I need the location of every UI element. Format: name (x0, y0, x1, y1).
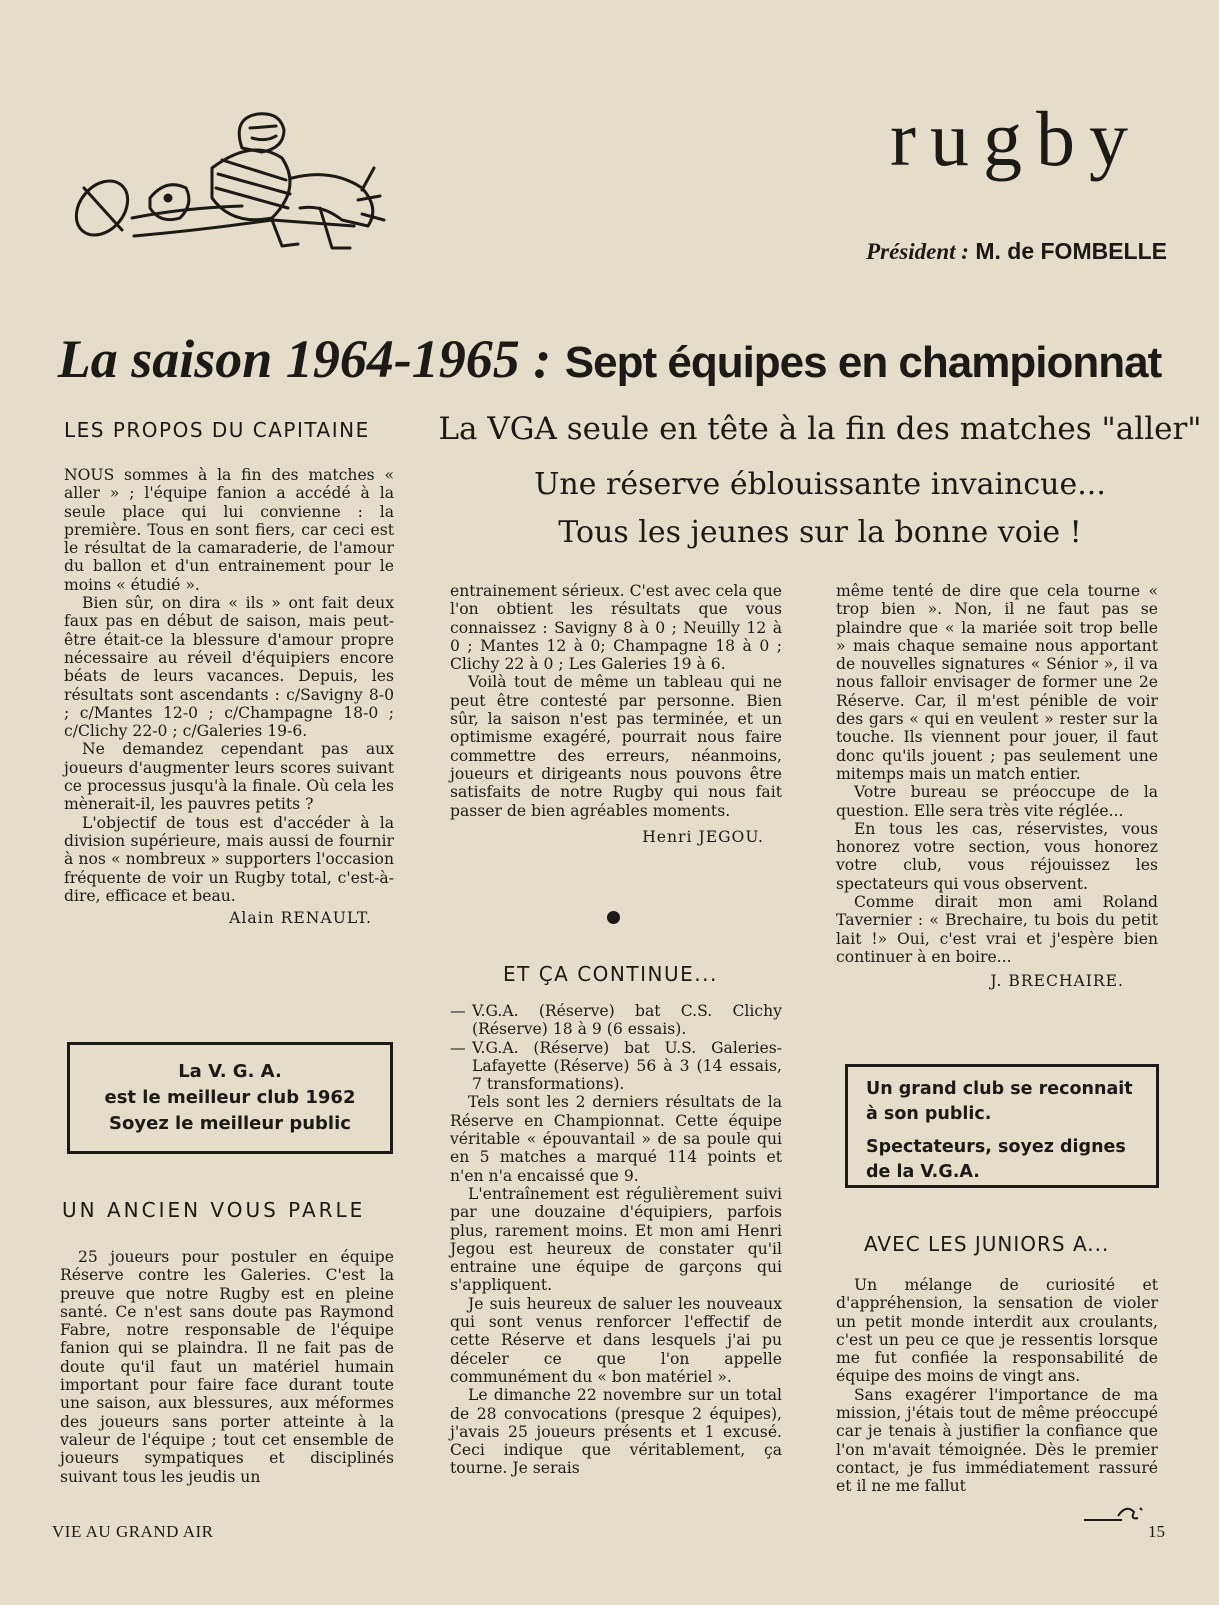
result-item-text: V.G.A. (Réserve) bat C.S. Clichy (Réserve) 18 à 9 (6 essais). (472, 1002, 782, 1039)
continue-article (450, 1002, 782, 1478)
capitaine-article (64, 466, 394, 927)
public-box-line: Un grand club se reconnait (866, 1079, 1133, 1099)
capitaine-paragraph: L'objectif de tous est d'accéder à la division supérieure, mais aussi de fournir à nos « nombreux » supporters l'occasion fréquente de voir un Rugby total, c'est-à-dire, efficace et beau. (64, 813, 394, 905)
public-callout-box (845, 1064, 1159, 1188)
deck-line-1: La VGA seule en tête à la fin des matches "aller" (438, 411, 1202, 447)
right-paragraph: En tous les cas, réservistes, vous honorez votre section, vous honorez votre club, vous réjouissez les spectateurs qui vous observent. (836, 819, 1158, 893)
page-number: 15 (1148, 1522, 1165, 1541)
continue-paragraph: Tels sont les 2 derniers résultats de la Réserve en Championnat. Cette équipe véritable « épouvantail » de sa poule qui en 5 matches a marqué 114 points et n'en n'a encaissé que 9. (450, 1093, 782, 1185)
president-name: M. de FOMBELLE (975, 238, 1167, 264)
right-signature: J. BRECHAIRE. (990, 972, 1124, 991)
president-line (866, 238, 1167, 265)
capitaine-signature: Alain RENAULT. (229, 909, 372, 928)
footer-signature-mark-icon (1082, 1500, 1152, 1524)
right-paragraph: même tenté de dire que cela tourne « trop bien ». Non, il ne faut pas se plaindre que « la mariée soit trop belle » mais chaque semaine nous apportant de nouvelles signatures « Sénior », il va nous falloir envisager de former une 2e Réserve. Car, il m'est pénible de voir des gars « qui en veulent » rester sur la touche. Ils viennent pour jouer, il faut donc qu'ils jouent ; pas seulement une mitemps mais un match entier. (836, 582, 1158, 783)
capitaine-paragraph: NOUS sommes à la fin des matches « aller » ; l'équipe fanion a accédé à la seule place qui lui convienne : la première. Tous en sont fiers, car ceci est le résultat de la camaraderie, de l'amour du ballon et d'un entrainement pour le moins « étudié ». (64, 466, 394, 594)
result-item-text: V.G.A. (Réserve) bat U.S. Galeries-Lafayette (Réserve) 56 à 3 (14 essais, 7 transformations). (472, 1038, 782, 1094)
right-paragraph: Comme dirait mon ami Roland Tavernier : « Brechaire, tu bois du petit lait !» Oui, c'est vrai et j'espère bien continuer à en boire... (836, 893, 1158, 966)
president-label: Président : (866, 239, 969, 264)
capitaine-heading: LES PROPOS DU CAPITAINE (64, 418, 370, 442)
ancien-article (60, 1248, 394, 1486)
middle-article (450, 582, 782, 846)
vga-callout-box (67, 1042, 393, 1154)
ancien-heading: UN ANCIEN VOUS PARLE (62, 1198, 366, 1222)
public-box-line: de la V.G.A. (866, 1162, 980, 1182)
vga-box-line: est le meilleur club 1962 (104, 1087, 356, 1108)
continue-paragraph: Je suis heureux de saluer les nouveaux qui sont venus renforcer l'effectif de cette Réserve et dans lesquels j'ai pu déceler ce que l'on appelle communément du « bon matériel ». (450, 1294, 782, 1386)
middle-paragraph: Voilà tout de même un tableau qui ne peut être contesté par personne. Bien sûr, la saison n'est pas terminée, et un optimisme exagéré, pourrait nous faire commettre des erreurs, néanmoins, joueurs et dirigeants nous pouvons être satisfaits de notre Rugby qui nous fait passer de bien agréables moments. (450, 673, 782, 820)
result-item: — V.G.A. (Réserve) bat C.S. Clichy (Réserve) 18 à 9 (6 essais). (450, 1002, 782, 1039)
result-item: — V.G.A. (Réserve) bat U.S. Galeries-Lafayette (Réserve) 56 à 3 (14 essais, 7 transformations). (450, 1038, 782, 1094)
juniors-paragraph: Un mélange de curiosité et d'appréhension, la sensation de violer un petit monde interdit aux croulants, c'est un peu ce que je ressentis lorsque me fut confiée la responsabilité de équipe des moins de vingt ans. (836, 1276, 1158, 1386)
capitaine-paragraph: Bien sûr, on dira « ils » ont fait deux faux pas en début de saison, mais peut-être était-ce la blessure d'amour propre nécessaire au réveil d'équipiers encore béats de leurs vacances. Depuis, les résultats sont ascendants : c/Savigny 8-0 ; c/Mantes 12-0 ; c/Champagne 18-0 ; c/Clichy 22-0 ; c/Galeries 19-6. (64, 594, 394, 741)
deck-line-3: Tous les jeunes sur la bonne voie ! (558, 515, 1082, 550)
capitaine-paragraph: Ne demandez cependant pas aux joueurs d'augmenter leurs scores suivant ce processus jusqu'à la finale. Où cela les mènerait-il, les pauvres petits ? (64, 740, 394, 814)
right-article (836, 582, 1158, 991)
middle-signature: Henri JEGOU. (642, 827, 764, 846)
headline-part1: La saison 1964-1965 : (57, 329, 552, 389)
ancien-paragraph: 25 joueurs pour postuler en équipe Réserve contre les Galeries. C'est la preuve que notre Rugby est en pleine santé. Ce n'est sans doute pas Raymond Fabre, notre responsable de l'équipe fanion qui se plaindra. Il ne fait pas de doute qu'il faut un matériel humain important pour faire face durant toute une saison, aux blessures, aux méformes des joueurs sans porter atteinte à la valeur de l'équipe ; tout cet ensemble de joueurs sympatiques et disciplinés suivant tous les jeudis un (60, 1248, 394, 1486)
main-headline (0, 330, 1219, 389)
juniors-heading: AVEC LES JUNIORS A... (864, 1232, 1110, 1256)
continue-paragraph: Le dimanche 22 novembre sur un total de 28 convocations (presque 2 équipes), j'avais 25 joueurs présents et 1 excusé. Ceci indique que véritablement, ça tourne. Je serais (450, 1386, 782, 1478)
vga-box-line: La V. G. A. (178, 1061, 282, 1082)
public-box-line: Spectateurs, soyez dignes (866, 1137, 1126, 1157)
continue-heading: ET ÇA CONTINUE... (503, 962, 718, 986)
rugby-player-illustration (62, 108, 392, 278)
right-paragraph: Votre bureau se préoccupe de la question. Elle sera très vite réglée... (836, 783, 1158, 820)
middle-paragraph: entrainement sérieux. C'est avec cela que l'on obtient les résultats que vous connaissez : Savigny 8 à 0 ; Neuilly 12 à 0 ; Mantes 12 à 0; Champagne 18 à 0 ; Clichy 22 à 0 ; Les Galeries 19 à 6. (450, 582, 782, 674)
section-title: rugby (890, 95, 1142, 182)
public-box-line: à son public. (866, 1104, 992, 1124)
vga-box-line: Soyez le meilleur public (109, 1113, 351, 1134)
juniors-article (836, 1276, 1158, 1496)
section-divider-dot (607, 911, 620, 924)
juniors-paragraph: Sans exagérer l'importance de ma mission, j'étais tout de même préoccupé car je tenais à justifier la confiance que l'on m'avait témoignée. Dès le premier contact, je fus immédiatement rassuré et il ne me fallut (836, 1385, 1158, 1496)
continue-paragraph: L'entraînement est régulièrement suivi par une douzaine d'équipiers, parfois plus, rarement moins. Et mon ami Henri Jegou est heureux de constater qu'il entraine une équipe de garçons qui s'appliquent. (450, 1184, 782, 1295)
deck-line-2: Une réserve éblouissante invaincue... (534, 467, 1106, 502)
publication-name: VIE AU GRAND AIR (52, 1522, 214, 1541)
headline-part2: Sept équipes en championnat (564, 338, 1162, 387)
